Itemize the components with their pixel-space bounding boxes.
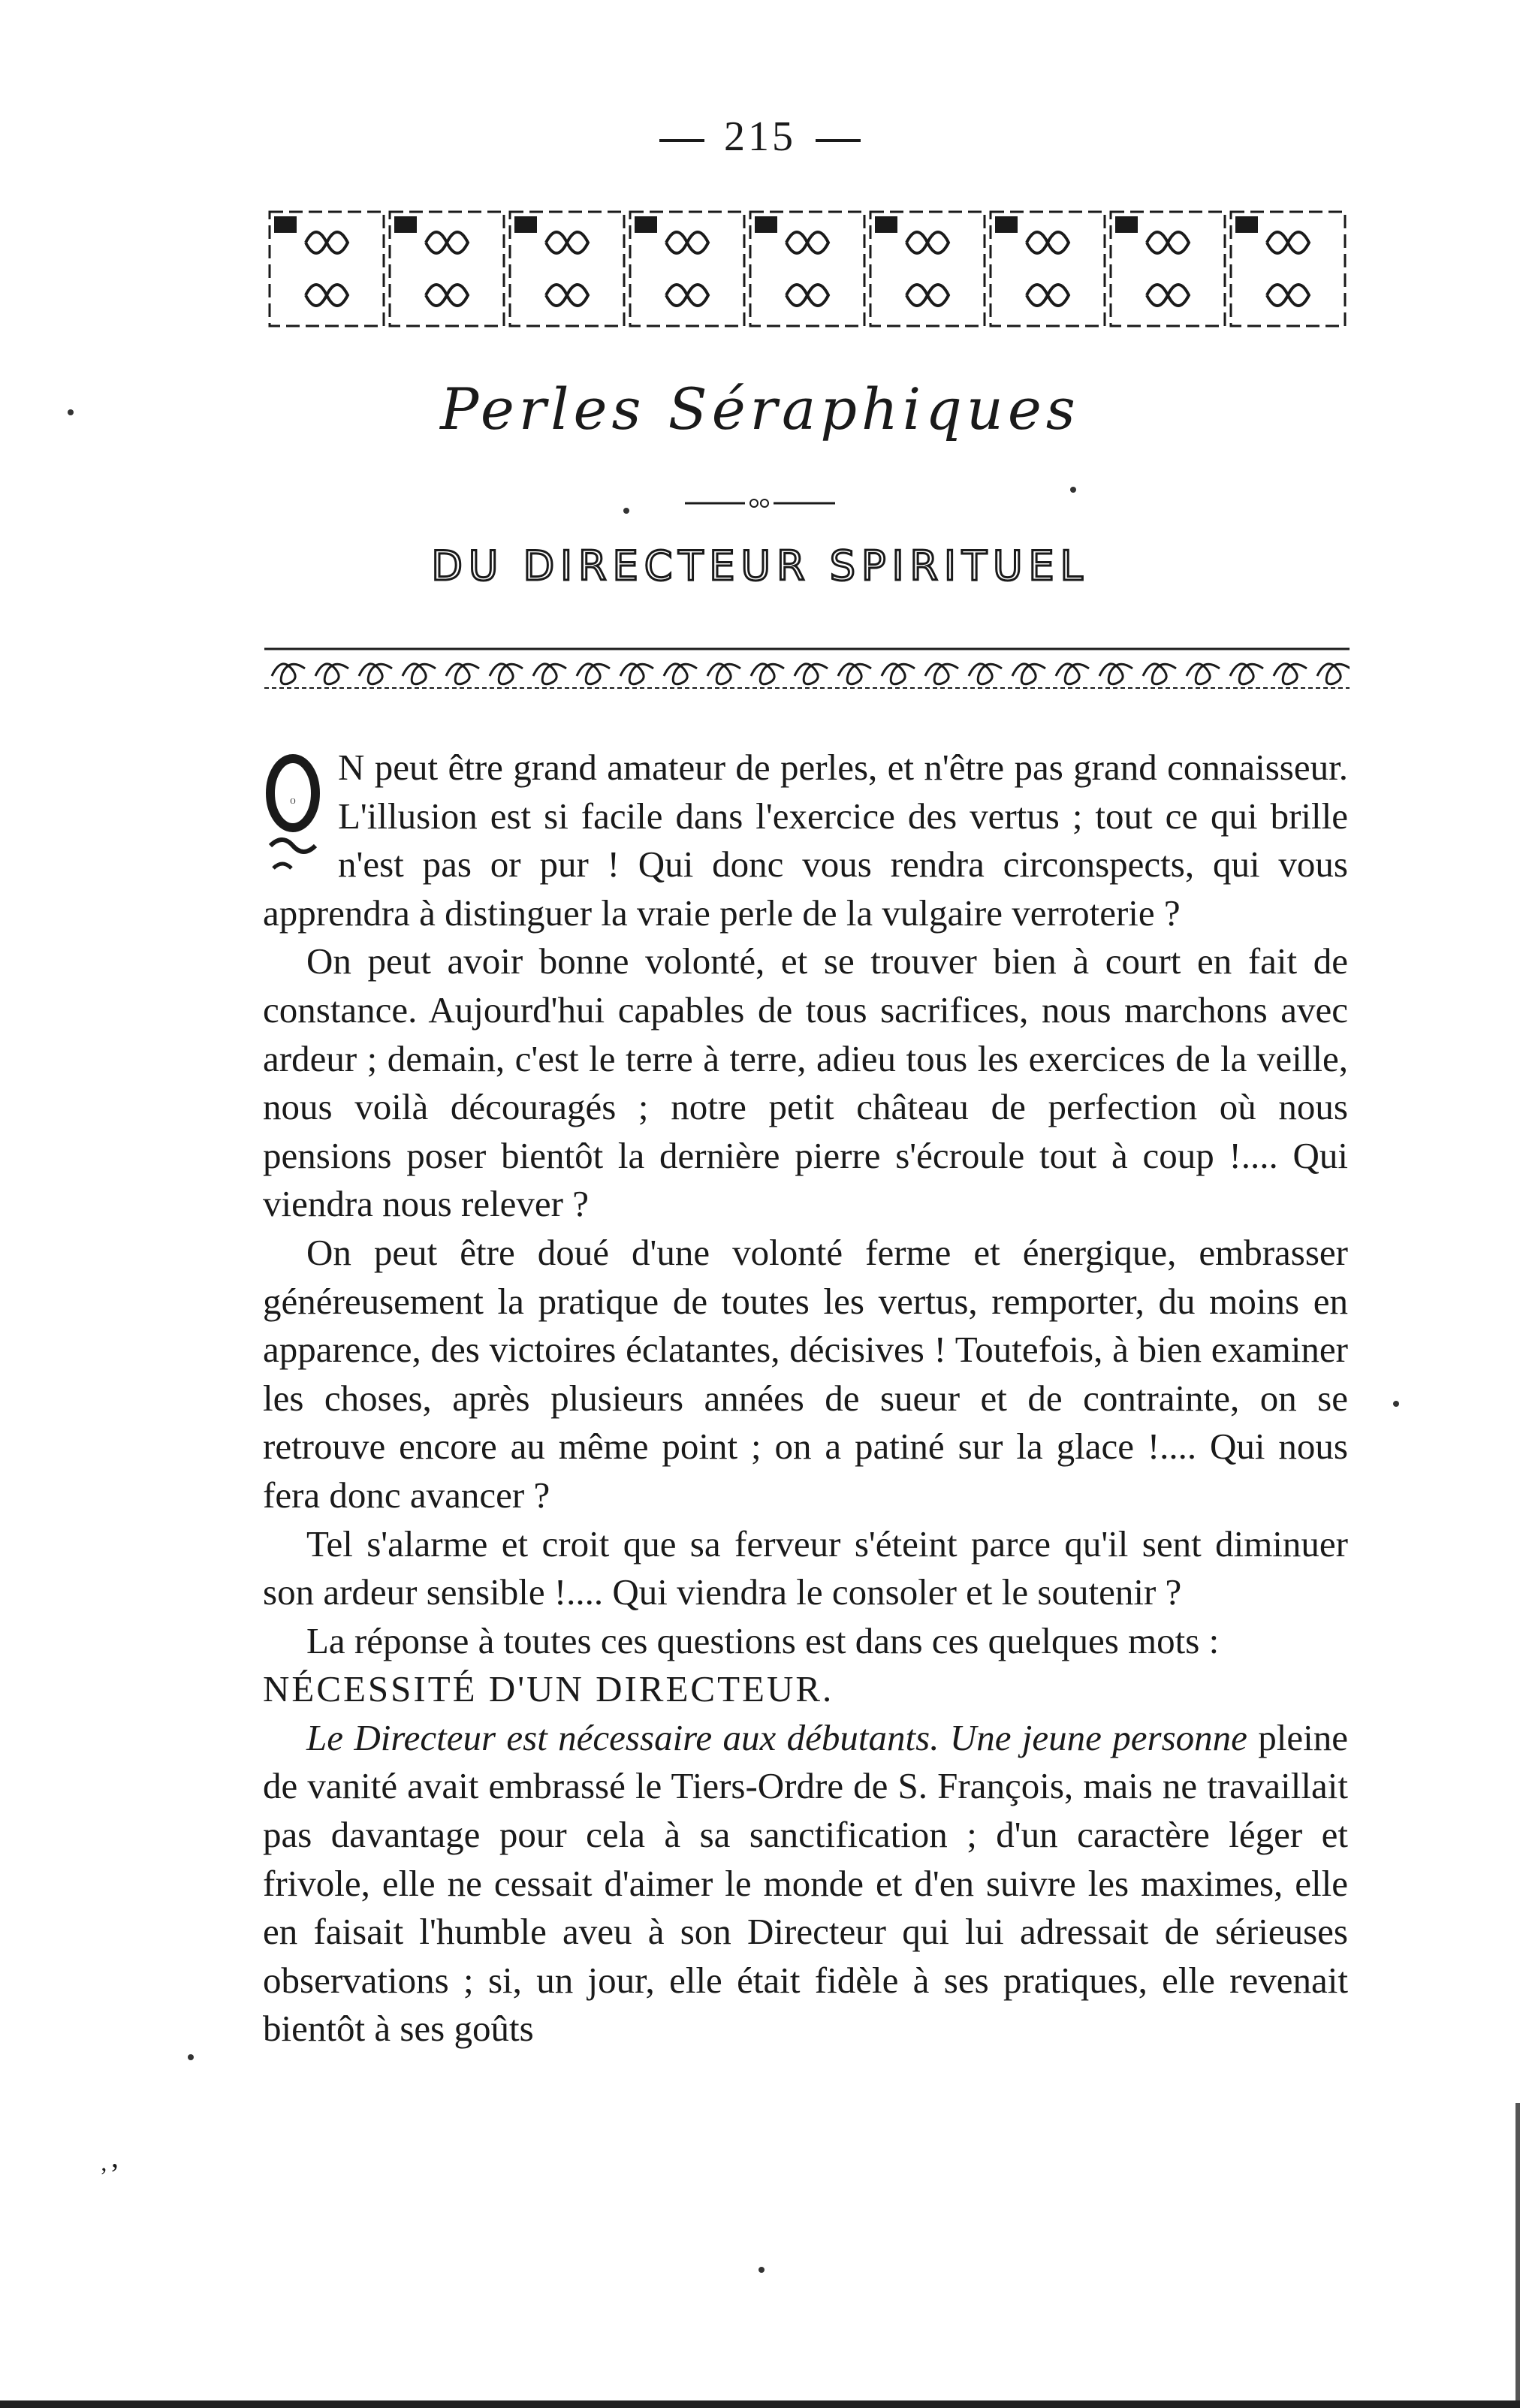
band-loop (577, 664, 610, 684)
drop-cap-letter: O (290, 798, 296, 806)
section-heading-text: NÉCESSITÉ D'UN DIRECTEUR. (263, 1668, 834, 1710)
band-loop (664, 664, 697, 684)
decorative-banner (267, 209, 1348, 329)
banner-block (635, 216, 657, 233)
band-loop (1012, 664, 1045, 684)
paragraph-6-text: pleine de vanité avait embrassé le Tiers-Ordre de S. François, mais ne travaillait pas davantage pour cela à sa sanctification ; d'un caractère léger et frivole, elle ne cessait d'aimer le monde et d'en suivre les maximes, elle en faisait l'humble aveu à son Directeur qui lui adressait de sérieuses observations ; si, un jour, elle était fidèle à ses pratiques, elle revenait bientôt à ses goûts (263, 1716, 1349, 2050)
paragraph-1 (263, 744, 1348, 937)
drop-cap-ornament (263, 748, 324, 883)
paragraph-6 (263, 1714, 1348, 2053)
band-loop (533, 664, 566, 684)
margin-dot (1393, 1401, 1399, 1407)
page-number (0, 113, 1520, 161)
page-number-value: 215 (724, 113, 796, 160)
paragraph-4: Tel s'alarme et croit que sa ferveur s'éteint parce qu'il sent diminuer son ardeur sensible !.... Qui viendra le consoler et le soutenir ? (263, 1522, 1348, 1613)
banner-block (514, 216, 537, 233)
title-rule-ornament (685, 497, 835, 509)
band-loop (490, 664, 523, 684)
band-loop (1274, 664, 1307, 684)
band-loop (1317, 664, 1350, 684)
band-loop (882, 664, 915, 684)
page-edge-bottom (0, 2400, 1520, 2408)
band-loop (315, 664, 348, 684)
paragraph-6-italic-lead-2: Une jeune personne (949, 1716, 1247, 1758)
band-loop (1187, 664, 1220, 684)
band-loop (751, 664, 784, 684)
paragraph-5: La réponse à toutes ces questions est dans ces quelques mots : (306, 1619, 1220, 1661)
chapter-subtitle: DU DIRECTEUR SPIRITUEL (431, 542, 1089, 590)
title-rule (0, 497, 1520, 513)
body-text (263, 744, 1348, 2053)
margin-dot (1070, 487, 1076, 493)
band-loop (403, 664, 436, 684)
band-loop (795, 664, 828, 684)
margin-dot (68, 409, 74, 415)
paragraph-2: On peut avoir bonne volonté, et se trouver bien à court en fait de constance. Aujourd'hui capables de tous sacrifices, nous marchons avec ardeur ; demain, c'est le terre à terre, adieu tous les exercices de la veille, nous voilà découragés ; notre petit château de perfection où nous pensions poser bientôt la dernière pierre s'écroule tout à coup !.... Qui viendra nous relever ? (263, 940, 1348, 1225)
margin-mark: ̦ , (104, 2140, 119, 2174)
banner-block (755, 216, 777, 233)
banner-block (995, 216, 1018, 233)
page-number-dash-right (816, 139, 861, 142)
banner-block (1115, 216, 1138, 233)
band-loop (707, 664, 740, 684)
banner-block (394, 216, 417, 233)
margin-dot (188, 2054, 194, 2060)
paragraph-1-text: N peut être grand amateur de perles, et n'être pas grand connaisseur. L'illusion est si facile dans l'exercice des vertus ; tout ce qui brille n'est pas or pur ! Qui donc vous rendra circonspects, qui vous apprendra à distinguer la vraie perle de la vulgaire verroterie ? (263, 747, 1348, 934)
band-loop (1099, 664, 1132, 684)
margin-dot (758, 2267, 765, 2273)
banner-block (274, 216, 297, 233)
page-number-dash-left (659, 139, 704, 142)
paragraph-3: On peut être doué d'une volonté ferme et énergique, embrasser généreusement la pratique de toutes les vertus, remporter, du moins en apparence, des victoires éclatantes, décisives ! Toutefois, à bien examiner les choses, après plusieurs années de sueur et de contrainte, on se retrouve encore au même point ; on a patiné sur la glace !.... Qui nous fera donc avancer ? (263, 1231, 1348, 1516)
band-loop (446, 664, 479, 684)
band-loop (925, 664, 958, 684)
chapter-title: Perles Séraphiques (440, 376, 1080, 442)
paragraph-6-italic-lead: Le Directeur est nécessaire aux débutants. (306, 1716, 939, 1758)
band-loop (272, 664, 305, 684)
band-loop (359, 664, 392, 684)
banner-block (875, 216, 897, 233)
ornament-band (264, 646, 1350, 691)
banner-block (1235, 216, 1258, 233)
band-loop (1056, 664, 1089, 684)
page-edge-right (1515, 2103, 1520, 2408)
margin-dot (623, 508, 629, 514)
band-loop (1143, 664, 1176, 684)
band-loop (620, 664, 653, 684)
section-heading (263, 1665, 1348, 1714)
band-loop (969, 664, 1002, 684)
band-loop (1230, 664, 1263, 684)
band-loop (838, 664, 871, 684)
